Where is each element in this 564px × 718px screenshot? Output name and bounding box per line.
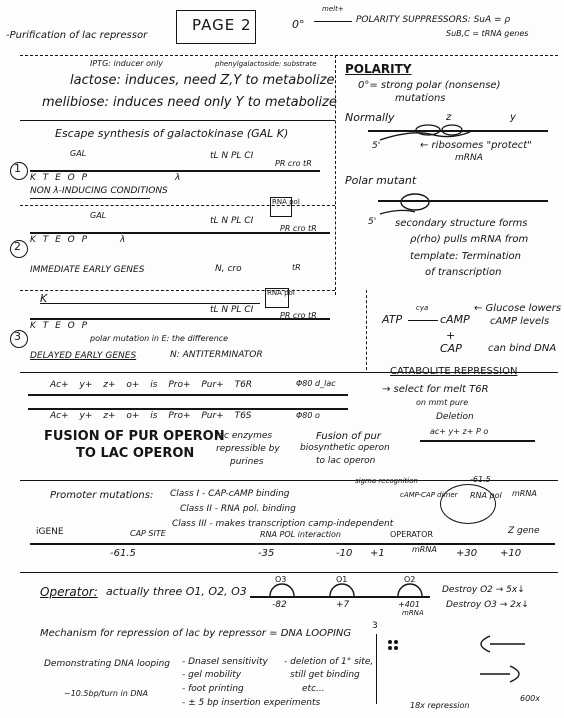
loop-diagram [470,630,540,700]
mech-dna [376,634,377,704]
k-arrow [40,303,260,304]
biosynthetic-operon: biosynthetic operon [300,443,390,453]
polarity-line1: 0°= strong polar (nonsense) [358,80,501,91]
atp-label: ATP [382,313,403,326]
rnapol-3: RNA pol [267,289,295,297]
ac-y-z: ac+ y+ z+ P o [430,427,489,436]
map-p1: +1 [370,548,385,559]
demo-item2: - gel mobility [182,670,242,680]
op-p7: +7 [336,600,350,610]
deletion-label: Deletion [436,412,474,422]
to-lac-title: TO LAC OPERON [76,446,195,461]
rnapol-2: RNA pol [272,198,300,206]
class-2: Class II - RNA pol. binding [180,504,296,514]
demo-still: still get binding [290,670,360,680]
cya-label: cya [416,304,429,312]
ribosomes-mrna: mRNA [455,153,483,163]
five-prime-1: 5' [372,141,381,151]
vertical-divider [335,55,336,295]
map-m10: -10 [336,548,353,559]
catabolite-repression: CATABOLITE REPRESSION [390,366,518,377]
ktreop-1: K T E O P [30,173,90,183]
of-transcription: of transcription [425,267,502,278]
divider-top [20,55,558,56]
fusion-line2 [28,408,348,410]
select-melt: → select for melt T6R [382,384,489,395]
ktreop-3: K T E O P [30,321,90,331]
divider-galk [20,120,335,121]
polarity-suppressors: POLARITY SUPPRESSORS: SuA = ρ [356,15,511,25]
camp-label: cAMP [440,313,470,326]
sigma-recognition: sigma recognition [355,477,418,485]
demo-etc: etc... [302,684,325,694]
map-mrna: mRNA [412,545,437,554]
destroy-o2: Destroy O2 → 5x↓ [442,585,525,595]
demo-deletion: - deletion of 1° site, [284,657,374,667]
normally-label: Normally [345,111,395,124]
promoter-mrna: mRNA [512,489,537,498]
scenario-3-number: 3 [14,330,21,343]
rna-pol-blob [440,484,496,524]
lac-enzymes: lac enzymes [216,431,273,441]
fusion-of-pur: Fusion of pur [316,431,381,442]
scenario-2-number: 2 [14,240,21,253]
lactose-line: lactose: induces, need Z,Y to metabolize [70,73,335,88]
gal-label-1: GAL [70,149,87,158]
divider-operator [20,572,558,573]
melibiose-line: melibiose: induces need only Y to metabolize [42,95,337,110]
fusion-line3 [420,440,535,442]
demo-title: Demonstrating DNA looping [44,659,171,669]
site-o2: O2 [404,575,416,584]
secondary-structure: secondary structure forms [395,218,528,229]
glucose-lowers: ← Glucose lowers [474,303,562,314]
phenyl-note: phenylgalactoside: substrate [215,60,317,68]
lambda-1: λ [175,173,181,183]
operator-title: Operator: [40,585,98,599]
igene-label: iGENE [36,527,64,537]
polarity-title: POLARITY [345,62,412,76]
op-p401: +401 [398,600,420,609]
pr-cro-2: PR cro tR [280,224,317,233]
demo-item1: - DnaseI sensitivity [182,657,268,667]
can-bind-dna: can bind DNA [488,343,557,354]
rna-pol-label: RNA pol [470,491,502,500]
op-mrna: mRNA [402,609,424,617]
demo-bp: ~10.5bp/turn in DNA [64,689,148,698]
mmt-pure: on mmt pure [416,398,469,407]
divider-fusion [20,372,558,373]
mech-dots [384,636,424,666]
op-m82: -82 [272,600,287,610]
gene-line-1 [30,170,320,172]
map-line [30,543,555,545]
demo-600x: 600x [520,694,541,703]
non-inducing-underline [30,198,150,199]
demo-item3: - foot printing [182,684,244,694]
page-label: PAGE 2 [192,16,252,34]
lambda-2: λ [120,235,126,245]
trna-genes: SuB,C = tRNA genes [446,29,529,38]
template-term: template: Termination [410,251,521,262]
tl-n-label-3: tL N PL CI [210,305,254,315]
tr-label: tR [292,263,301,272]
site-o1: O1 [336,575,348,584]
destroy-o3: Destroy O3 → 2x↓ [446,600,529,610]
pr-cro-1: PR cro tR [275,159,312,168]
gal-label-2: GAL [90,211,107,220]
repressible-by: repressible by [216,444,280,454]
rho-pulls: ρ(rho) pulls mRNA from [410,234,529,245]
scenario-1-number: 1 [14,162,21,175]
cap-divider [366,290,367,370]
n-cro: N, cro [215,264,242,274]
tl-n-label-2: tL N PL CI [210,216,254,226]
map-m35: -35 [258,548,275,559]
class-3: Class III - makes transcription camp-independent [172,519,394,529]
operator-label-map: OPERATOR [390,530,434,539]
five-prime-2: 5' [368,217,377,227]
melt-arrow [314,21,352,22]
escape-title: Escape synthesis of galactokinase (GAL K) [55,127,289,140]
melt-label: melt+ [322,5,344,13]
purification-note: -Purification of lac repressor [6,30,148,41]
class-1: Class I - CAP-cAMP binding [170,489,290,499]
operator-text: actually three O1, O2, O3 [106,585,247,598]
promoter-ecoli: -61.5 [470,475,491,484]
to-lac-operon: to lac operon [316,456,376,466]
pr-cro-3: PR cro tR [280,311,317,320]
ktreop-2: K T E O P [30,235,90,245]
ribosomes-protect: ← ribosomes "protect" [420,140,532,151]
cap-plus: + [446,329,456,342]
k-label: K [40,292,48,305]
polar-mutant-bubble [390,190,470,220]
rna-pol-interaction: RNA POL interaction [260,530,341,539]
camp-levels: cAMP levels [490,316,550,327]
map-m615: -61.5 [110,548,136,559]
cap-label: CAP [440,342,462,355]
polar-mutation-e: polar mutation in E: the difference [90,334,229,343]
fusion-line1 [28,394,348,396]
fusion-title: FUSION OF PUR OPERON [44,429,225,444]
demo-item4: - ± 5 bp insertion experiments [182,698,321,708]
fusion-row1: Ac+ y+ z+ o+ is Pro+ Pur+ T6R [50,380,253,390]
map-p30: +30 [456,548,478,559]
normally-y: y [510,112,516,123]
demo-repression: 18x repression [410,701,470,710]
n-antiterminator: N: ANTITERMINATOR [170,350,263,360]
cap-site-label: CAP SITE [130,529,166,538]
purines: purines [230,457,264,467]
polar-mutant-label: Polar mutant [345,174,417,187]
site-o3: O3 [275,575,287,584]
polarity-line2: mutations [395,93,446,104]
map-p10: +10 [500,548,522,559]
immediate-early: IMMEDIATE EARLY GENES [30,265,145,275]
normally-z: z [446,112,452,123]
zero-degree: 0° [292,18,305,31]
fusion-row2b: Φ80 o [296,411,320,420]
mechanism-line: Mechanism for repression of lac by repressor = DNA LOOPING [40,628,352,639]
non-inducing: NON λ-INDUCING CONDITIONS [30,186,168,196]
zgene-label: Z gene [508,526,540,536]
iptg-note: IPTG: inducer only [90,59,164,68]
fusion-row1b: Φ80 d_lac [296,379,336,388]
atp-arrow [408,320,438,321]
promoter-title: Promoter mutations: [50,490,154,501]
tl-n-label-1: tL N PL CI [210,151,254,161]
camp-cap-dimer: cAMP-CAP dimer [400,491,458,499]
mech-3: 3 [372,621,378,631]
fusion-row2: Ac+ y+ z+ o+ is Pro+ Pur+ T6S [50,411,252,421]
delayed-early: DELAYED EARLY GENES [30,351,137,361]
